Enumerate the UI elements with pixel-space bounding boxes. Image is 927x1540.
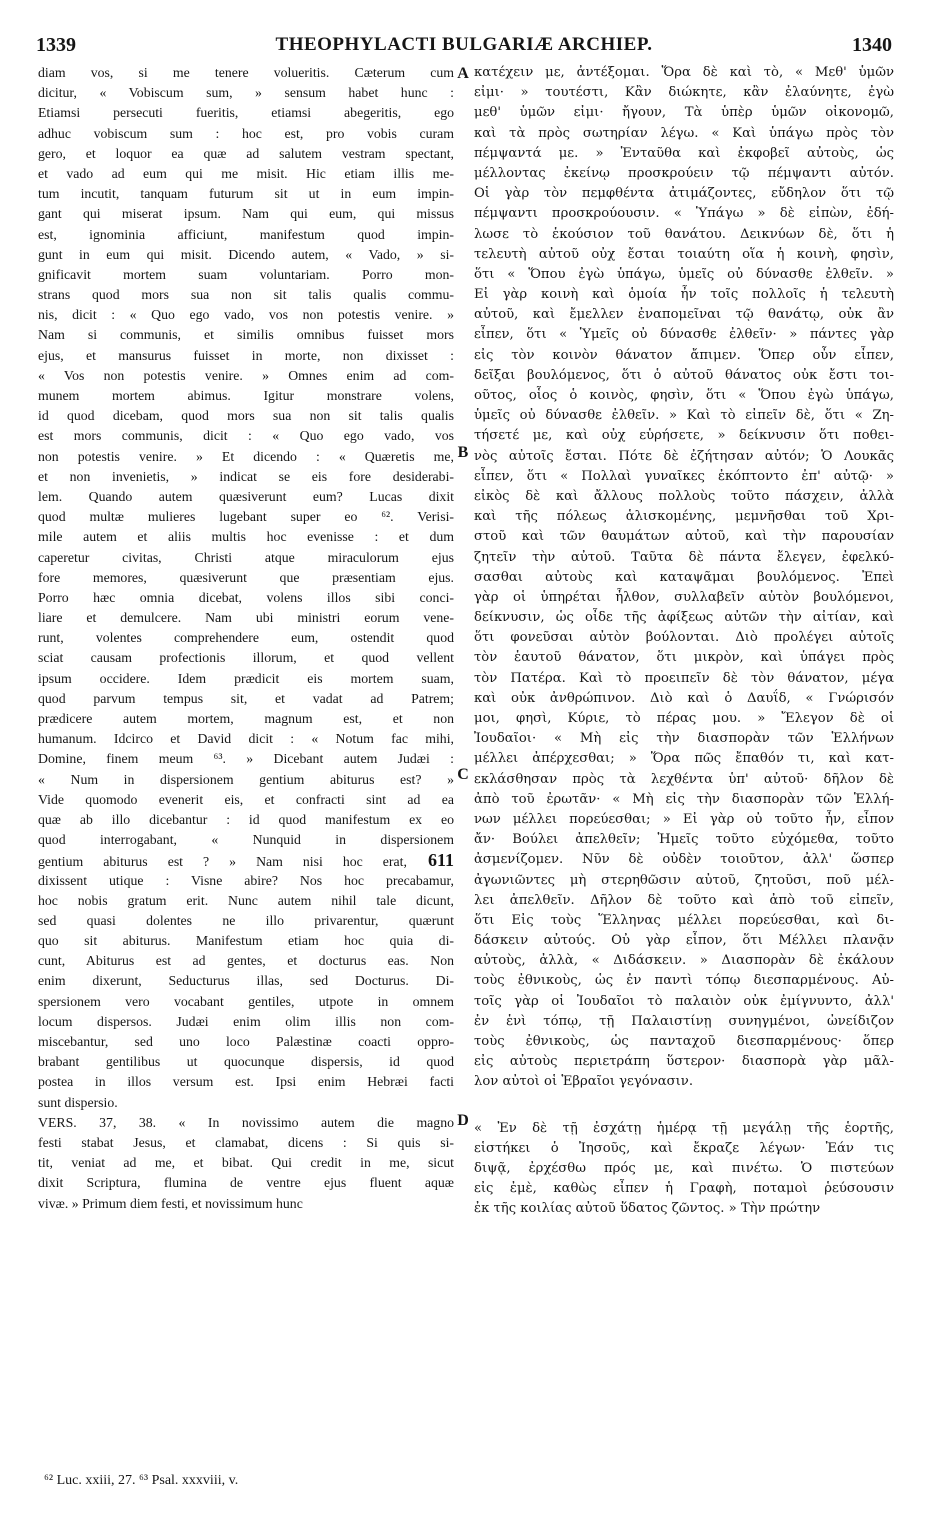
- greek-column: [474, 63, 894, 1220]
- text-line: πέμψαντι προσκρούουσιν. « Ὑπάγω » δὲ εἰπὼν, ἐδή-: [474, 206, 894, 222]
- page-number-right: 1340: [852, 34, 892, 56]
- text-line: τὸν Πατέρα. Καὶ τὸ προειπεῖν δὲ τὸν θάνατον, μέγα: [474, 670, 894, 686]
- text-line: μέλλοντας ἐκείνῳ προσκρούειν τῷ πέμψαντι αὐτόν.: [474, 165, 894, 181]
- text-line: enim dixerunt, Seducturus illas, sed Docturus. Di-: [38, 973, 454, 989]
- text-line: hoc nobis gratum erit. Nunc autem nihil tale dicunt,: [38, 892, 454, 908]
- text-line: ejus, et mansurus fuisset in morte, non dixisset :: [38, 347, 454, 363]
- text-line: et non invenietis, » indicat se eis fore desiderabi-: [38, 468, 454, 484]
- text-line: Porro hæc omnia dicebat, volens illos sibi conci-: [38, 589, 454, 605]
- text-line: id quod dicebam, quod mors sua non sit talis qualis: [38, 408, 454, 424]
- text-line: λωσε τὸ ἑκούσιον τοῦ θανάτου. Δεικνύων δὲ, ὅτι ἡ: [474, 226, 894, 242]
- footnotes: ⁶² Luc. xxiii, 27. ⁶³ Psal. xxxviii, v.: [44, 1473, 239, 1488]
- text-line: Εἰ γὰρ κοινὴ καὶ ὁμοία ἦν τοῖς πολλοῖς ἡ τελευτὴ: [474, 287, 894, 303]
- text-line: λει ἀπελθεῖν. Δῆλον δὲ τοῦτο καὶ ἀπὸ τοῦ εἰπεῖν,: [474, 892, 894, 908]
- text-line: εἰς αὐτοὺς περιετράπη ὕστερον· διασπορὰ γὰρ μᾶλ-: [474, 1054, 894, 1070]
- text-line: Vide quomodo evenerit eis, et confracti sint ad ea: [38, 791, 454, 807]
- text-line: « Ἐν δὲ τῇ ἐσχάτῃ ἡμέρᾳ τῇ μεγάλῃ τῆς ἑορτῆς,: [474, 1120, 894, 1136]
- text-line: quo sit abiturus. Manifestum etiam hoc quia di-: [38, 933, 454, 949]
- text-line: ipsum occidere. Idem prædicit eis mortem suam,: [38, 670, 454, 686]
- text-line: ὅτι Εἰς τοὺς Ἕλληνας μέλλει πορεύεσθαι, καὶ δι-: [474, 912, 894, 928]
- text-line: « Vos non potestis venire. » Omnes enim ad com-: [38, 367, 454, 383]
- text-line: gero, et loquor ea quæ ad salutem vestram spectant,: [38, 145, 454, 161]
- text-line: εἰς ἐμὲ, καθὼς εἶπεν ἡ Γραφὴ, ποταμοὶ ῥεύσουσιν: [474, 1181, 894, 1197]
- text-line: gunt in eum qui misit. Dicendo autem, « Vado, » si-: [38, 246, 454, 262]
- text-line: Ἰουδαῖοι· « Μὴ εἰς τὴν διασπορὰν τῶν Ἑλλήνων: [474, 731, 894, 747]
- text-line: quod multæ mulieres lugebant super eo ⁶². Verisi-: [38, 509, 454, 525]
- text-line: vivæ. » Primum diem festi, et novissimum hunc: [38, 1195, 303, 1211]
- text-line: tum incutit, tanquam futurum sit ut in eum impin-: [38, 186, 454, 202]
- text-line: ἐν ἑνὶ τόπῳ, τῇ Παλαιστίνῃ συνηγμένοι, ὠνείδιζον: [474, 1013, 894, 1029]
- margin-marker-b: B: [457, 444, 469, 461]
- text-line: τοῖς γὰρ οἱ Ἰουδαῖοι τὸ παλαιὸν οὐκ ἐμίγνυντο, ἀλλ': [474, 993, 894, 1009]
- text-line: mile autem et aliis multis hoc evenisse : et dum: [38, 529, 454, 545]
- text-line: ἐκ τῆς κοιλίας αὐτοῦ ὕδατος ζῶντος. » Τὴν πρώτην: [474, 1201, 821, 1217]
- text-line: μεθ' ὑμῶν εἰμι· ἤγουν, Τὰ ὑπὲρ ὑμῶν οἰκονομῶ,: [474, 105, 894, 121]
- text-line: gant qui miserat ipsum. Nam qui eum, qui missus: [38, 206, 454, 222]
- text-line: τοὺς ἐθνικοὺς, ὡς πανταχοῦ διεσπαρμένους· ὅπερ: [474, 1034, 894, 1049]
- text-line: strans quod mors sua non sit talis qualis commu-: [38, 287, 454, 303]
- text-line: postea in illos versum est. Ipsi enim Hebræi facti: [38, 1074, 454, 1090]
- text-line: prædicere autem mortem, magnum est, et non: [38, 711, 454, 726]
- text-line: οῦτος, οἷος ὁ κοινὸς, φησὶν, ὅτι « Ὅπου ἐγὼ ὑπάγω,: [474, 388, 894, 403]
- text-line: est mors communis, dicit : « Quo ego vado, vos: [38, 428, 454, 444]
- text-line: τήσετέ με, καὶ οὐχ εὑρήσετε, » δείκνυσιν ὅτι ποθει-: [474, 428, 894, 444]
- text-line: ζητεῖν τὴν αὐτοῦ. Ταῦτα δὲ πάντα ἔλεγεν, ἐφελκύ-: [474, 549, 894, 565]
- text-line: καὶ οὐκ ἀνθρώπινον. Διὸ καὶ ὁ Δαυΐδ, « Γνώρισόν: [474, 690, 894, 706]
- text-line: ὅτι φονεῦσαι αὐτὸν βούλονται. Διὸ προλέγει αὐτοῖς: [474, 630, 894, 646]
- margin-marker-c: C: [457, 766, 469, 783]
- text-line: spersionem vero vocabant gentiles, utpote in omnem: [38, 993, 454, 1009]
- text-line: λον αὐτοὶ οἱ Ἑβραῖοι γεγόνασιν.: [474, 1074, 694, 1090]
- text-line: τὸν ἑαυτοῦ θάνατον, ὅτι μικρὸν, καὶ ὑπάγει πρὸς: [474, 650, 894, 666]
- text-line: Domine, finem meum ⁶³. » Dicebant autem Judæi :: [38, 751, 454, 767]
- text-line: νὸς αὐτοῖς ἔσται. Πότε δὲ ἐζήτησαν αὐτόν; Ὁ Λουκᾶς: [474, 448, 894, 464]
- text-line: διψᾷ, ἐρχέσθω πρός με, καὶ πινέτω. Ὁ πιστεύων: [474, 1160, 894, 1176]
- text-line: munem mortem abimus. Igitur monstrare volens,: [38, 388, 454, 403]
- text-line: Οἱ γὰρ τὸν πεμφθέντα ἀτιμάζοντες, εὔδηλον ὅτι τῷ: [474, 186, 894, 202]
- text-line: αὐτοὺς, ἀλλὰ, « Διδάσκειν. » Διασπορὰν δὲ ἐκάλουν: [474, 953, 894, 969]
- text-line: ἀγωνιῶντες μὴ στερηθῶσιν αὐτοῦ, ζητοῦσι, ποῦ μέλ-: [474, 872, 894, 888]
- text-line: τοὺς ἐθνικοὺς, ὡς ἐν παντὶ τόπῳ διεσπαρμένους. Αὐ-: [474, 973, 894, 989]
- text-line: ὑμεῖς οὐ δύνασθε ἐλθεῖν. » Καὶ τὸ εἰπεῖν δὲ, ὅτι « Ζη-: [474, 408, 894, 424]
- text-line: εἱστήκει ὁ Ἰησοῦς, καὶ ἔκραζε λέγων· Ἐάν τις: [474, 1140, 894, 1156]
- text-line: non potestis venire. » Et dicendo : « Quæretis me,: [38, 448, 454, 464]
- text-line: εἰκὸς δὲ καὶ ἄλλους πολλοὺς τοῦτο πάσχειν, ἀλλὰ: [474, 488, 894, 504]
- text-line: νων μέλλει πορεύεσθαι; » Εἰ γὰρ οὐ τοῦτο ἦν, εἶπον: [474, 811, 894, 827]
- text-line: fore memores, quæsiverunt que præsentiam ejus.: [38, 569, 454, 585]
- text-line: αὐτοῦ, καὶ ἔμελλεν ἐναπομεῖναι τῷ θανάτῳ, οὐκ ἂν: [474, 307, 894, 323]
- text-line: « Num in dispersionem gentium abiturus est? »: [38, 771, 454, 787]
- text-line: adhuc vobiscum sum : hoc est, pro vobis curam: [38, 125, 454, 141]
- text-line: lem. Quando autem quæsiverunt eum? Lucas dixit: [38, 488, 454, 504]
- text-line: Nam si communis, et similis omnibus fuisset mors: [38, 327, 454, 343]
- text-line: δάσκειν αὐτούς. Οὐ γὰρ εἶπον, ὅτι Μέλλει πλανᾷν: [474, 933, 894, 949]
- text-line: gnificavit mortem suam voluntariam. Porro mon-: [38, 266, 454, 282]
- running-title: THEOPHYLACTI BULGARIÆ ARCHIEP.: [275, 34, 653, 55]
- text-line: καὶ τὰ πρὸς σωτηρίαν λέγω. « Καὶ ὑπάγω πρὸς τὸν: [474, 125, 894, 141]
- text-line: δείκνυσιν, ὡς οἶδε τῆς ἀφίξεως αὐτῶν τὴν αἰτίαν, καὶ: [474, 610, 894, 626]
- text-line: gentium abiturus est ? » Nam nisi hoc erat, 611: [38, 850, 454, 871]
- text-line: brabant gentilibus ut quocunque dispersis, id quod: [38, 1054, 454, 1070]
- text-line: est, ignominia afficiunt, manifestum quod impin-: [38, 226, 454, 242]
- text-line: runt, volentes comprehendere eum, ostendit quod: [38, 630, 454, 646]
- page-number-left: 1339: [36, 34, 76, 56]
- text-line: Etiamsi persecuti fueritis, etiamsi abegeritis, ego: [38, 105, 454, 121]
- text-line: diam vos, si me tenere volueritis. Cæterum cum: [38, 65, 454, 80]
- text-line: εἰμι· » τουτέστι, Κἂν διώκητε, κἂν ἐλαύνητε, ἐγὼ: [474, 85, 894, 101]
- text-line: quod parvum tempus sit, et vadat ad Patrem;: [38, 690, 454, 706]
- text-line: sed quasi dolentes ne illo privarentur, quærunt: [38, 912, 454, 928]
- text-line: sunt dispersio.: [38, 1094, 118, 1110]
- text-line: et vado ad eum qui me misit. Hic etiam illis me-: [38, 165, 454, 181]
- text-line: dicitur, « Vobiscum sum, » sensum habet hunc :: [38, 85, 454, 101]
- text-line: εἶπεν, ὅτι « Πολλαὶ γυναῖκες ἐκόπτοντο ἐπ' αὐτῷ· »: [474, 468, 894, 484]
- text-line: quæ ab illo dicebantur : id quod manifestum ex eo: [38, 811, 454, 827]
- text-line: miscebantur, sed uno loco Palæstinæ coacti oppro-: [38, 1034, 454, 1049]
- text-line: σασθαι αὐτοὺς καὶ καταψᾶμαι βουλόμενος. Ἐπεὶ: [474, 569, 894, 585]
- page-header: [36, 34, 892, 60]
- text-line: τελευτὴ αὐτοῦ οὐχ ἔσται τοιαύτη οἵα ἡ κοινὴ, φησὶν,: [474, 246, 894, 262]
- text-line: στοῦ καὶ τῶν θαυμάτων αὐτοῦ, καὶ τὴν παρουσίαν: [474, 529, 894, 545]
- latin-column: [38, 63, 454, 1214]
- text-line: ἀσμενίζομεν. Νῦν δὲ οὐδὲν τοιοῦτον, ἀλλ' ὥσπερ: [474, 852, 894, 868]
- text-line: ἀπὸ τοῦ ἐρωτᾶν· « Μὴ εἰς τὴν διασπορὰν τῶν Ἑλλή-: [474, 791, 894, 807]
- text-line: πέμψαντά με. » Ἐνταῦθα καὶ ἐκφοβεῖ αὐτοὺς, ὡς: [474, 145, 894, 161]
- text-line: quod interrogabant, « Nunquid in dispersionem: [38, 832, 454, 848]
- column-number: 611: [406, 850, 454, 871]
- text-line: caperetur civitas, Christi atque miraculorum ejus: [38, 549, 454, 565]
- text-line: VERS. 37, 38. « In novissimo autem die magno: [38, 1114, 454, 1130]
- text-line: καὶ τῆς πόλεως ἁλισκομένης, μεμνῆσθαι τοῦ Χρι-: [474, 509, 894, 525]
- text-line: εἰς τὸν κοινὸν θάνατον ἄπιμεν. Ὅπερ οὖν εἶπεν,: [474, 347, 894, 363]
- text-line: nis, dicit : « Quo ego vado, vos non potestis venire. »: [38, 307, 454, 323]
- text-line: dixissent utique : Visne abire? Nos hoc precabamur,: [38, 872, 454, 888]
- text-line: κατέχειν με, ἀντέξομαι. Ὅρα δὲ καὶ τὸ, « Μεθ' ὑμῶν: [474, 65, 894, 80]
- text-line: μοι, φησὶ, Κύριε, τὸ πέρας μου. » Ἔλεγον δὲ οἱ: [474, 711, 894, 726]
- text-line: cunt, Abiturus est ad gentes, et docturus eas. Non: [38, 953, 454, 969]
- text-line: εἶπεν, ὅτι « Ὑμεῖς οὐ δύνασθε ἐλθεῖν· » πάντες γὰρ: [474, 327, 894, 343]
- text-line: tit, veniat ad me, et bibat. Qui credit in me, sicut: [38, 1155, 454, 1171]
- text-line: dixit Scriptura, flumina de ventre ejus fluent aquæ: [38, 1175, 454, 1191]
- text-line: locum dispersos. Judæi enim olim illis non com-: [38, 1013, 454, 1029]
- text-line: μέλλει ἀπέρχεσθαι; » Ὅρα πῶς ἔπαθόν τι, καὶ κατ-: [474, 751, 894, 767]
- paragraph-gap: [474, 1093, 894, 1119]
- text-line: ὅτι « Ὅπου ἐγὼ ὑπάγω, ὑμεῖς οὐ δύνασθε ἐλθεῖν. »: [474, 266, 894, 282]
- margin-marker-d: D: [457, 1112, 469, 1129]
- text-line: liare et demulcere. Nam ubi ministri eorum vene-: [38, 610, 454, 626]
- text-line: humanum. Idcirco et David dicit : « Notum fac mihi,: [38, 731, 454, 747]
- text-line: δεῖξαι βουλόμενος, ὅτι ὁ αὐτοῦ θάνατος οὐκ ἔστι τοι-: [474, 367, 894, 383]
- text-line: εκλάσθησαν πρὸς τὰ λεχθέντα ὑπ' αὐτοῦ· δῆλον δὲ: [474, 771, 894, 787]
- text-line: ἄν· Βούλει ἀπελθεῖν; Ἡμεῖς τοῦτο εὐχόμεθα, τοῦτο: [474, 832, 894, 848]
- margin-marker-a: A: [457, 65, 469, 82]
- text-line: festi stabat Jesus, et clamabat, dicens : Si quis si-: [38, 1134, 454, 1150]
- text-line: sciat causam profectionis illorum, et quod vellent: [38, 650, 454, 666]
- text-line: γὰρ οἱ ὑπηρέται ἦλθον, συλλαβεῖν αὐτὸν βουλόμενοι,: [474, 589, 894, 605]
